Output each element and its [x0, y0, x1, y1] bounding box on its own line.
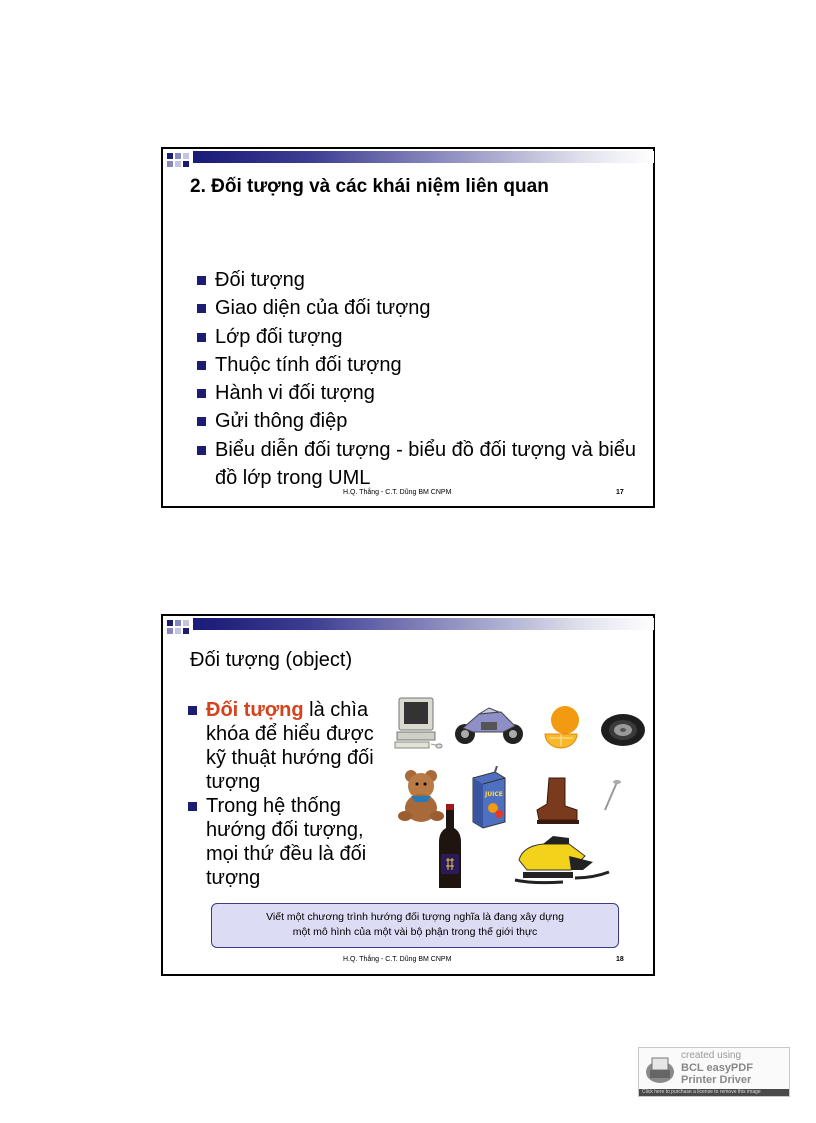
motorbike-picture [453, 704, 525, 746]
watermark-brand: Printer Driver [681, 1074, 752, 1086]
slide-title: 2. Đối tượng và các khái niệm liên quan [190, 176, 549, 197]
easypdf-watermark[interactable] [638, 1047, 790, 1097]
footer-author: H.Q. Thắng - C.T. Dũng BM CNPM [343, 489, 452, 496]
computer-picture [393, 696, 443, 754]
title-gradient-bar [193, 618, 654, 630]
juice-box-picture [469, 766, 509, 830]
nail-picture [599, 778, 623, 812]
title-gradient-bar [193, 151, 654, 163]
slide-17 [161, 147, 655, 508]
list-item: Thuộc tính đối tượng [197, 351, 647, 379]
bullet-list [188, 698, 388, 890]
callout-line: Viết một chương trình hướng đối tượng nghĩa là đang xây dựng [266, 911, 564, 923]
list-item [188, 698, 388, 794]
list-item: Trong hệ thống hướng đối tượng, mọi thứ đều là đối tượng [188, 794, 388, 890]
slide-18 [161, 614, 655, 976]
boot-picture [533, 776, 581, 826]
footer-author: H.Q. Thắng - C.T. Dũng BM CNPM [343, 956, 452, 963]
wine-bottle-picture [437, 804, 463, 890]
callout-box [211, 903, 619, 948]
list-item: Hành vi đối tượng [197, 379, 647, 407]
tire-picture [599, 712, 647, 748]
juice-label: JUICE [485, 791, 503, 798]
snowmobile-picture [513, 832, 613, 888]
highlight-term: Đối tượng [206, 699, 304, 721]
printer-icon [643, 1052, 677, 1086]
orange-picture [541, 704, 585, 752]
watermark-line: created using [681, 1050, 742, 1061]
slide-title: Đối tượng (object) [190, 649, 353, 671]
page-number: 17 [616, 489, 624, 496]
callout-line: một mô hình của một vài bộ phận trong thế giới thực [292, 926, 538, 938]
list-item: Gửi thông điệp [197, 407, 647, 435]
list-item: Giao diện của đối tượng [197, 294, 647, 322]
corner-squares-decoration [163, 149, 197, 171]
watermark-purchase-link[interactable]: Click here to purchase a license to remove this image [639, 1089, 789, 1096]
corner-squares-decoration [163, 616, 197, 638]
bullet-text: là chìa khóa để hiểu được kỹ thuật hướng đối tượng [206, 699, 374, 793]
list-item: Biểu diễn đối tượng - biểu đồ đối tượng và biểu đồ lớp trong UML [197, 436, 647, 493]
list-item: Lớp đối tượng [197, 323, 647, 351]
watermark-brand: BCL easyPDF [681, 1062, 753, 1074]
page-number: 18 [616, 956, 624, 963]
bullet-list [197, 266, 647, 492]
list-item: Đối tượng [197, 266, 647, 294]
